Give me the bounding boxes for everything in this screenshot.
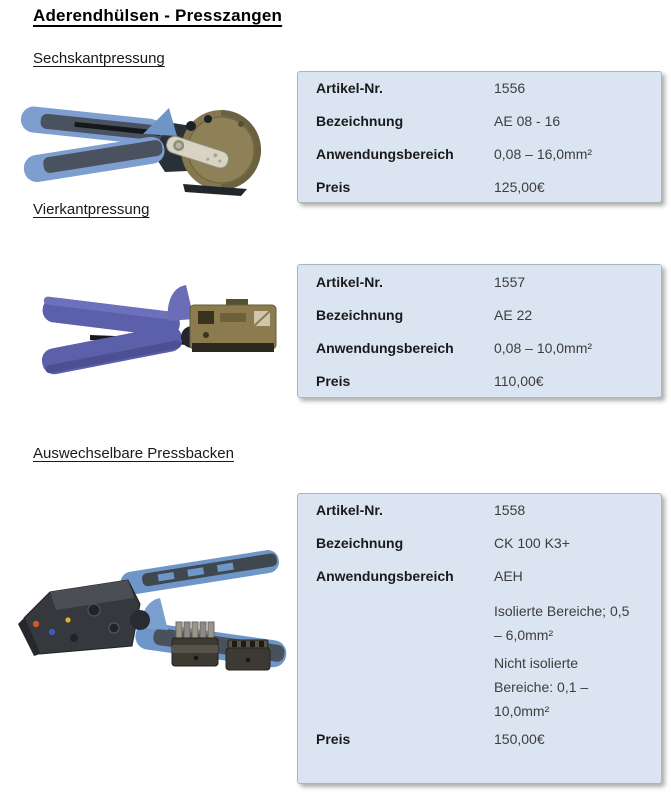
row-value: 1556 xyxy=(494,80,526,96)
ratchet-crimper-illustration xyxy=(10,548,292,700)
row-label: Anwendungsbereich xyxy=(316,146,454,162)
row-value: Nicht isolierte Bereiche: 0,1 – 10,0mm² xyxy=(494,655,589,719)
row-label: Artikel-Nr. xyxy=(316,80,383,96)
row-label: Bezeichnung xyxy=(316,307,404,323)
row-label: Preis xyxy=(316,179,351,195)
square-crimper-illustration xyxy=(20,275,280,397)
row-value: CK 100 K3+ xyxy=(494,535,570,551)
table-row xyxy=(298,723,661,756)
row-value: 0,08 – 16,0mm² xyxy=(494,146,593,162)
hex-crimper-photo xyxy=(15,92,275,204)
row-label: Bezeichnung xyxy=(316,113,404,129)
row-value: AE 08 - 16 xyxy=(494,113,561,129)
section-heading-sechskantpressung: Sechskantpressung xyxy=(33,50,165,67)
table-row xyxy=(298,651,661,723)
table-row xyxy=(298,299,661,332)
jaw-insert-left xyxy=(172,622,218,666)
row-value: Isolierte Bereiche; 0,5 – 6,0mm² xyxy=(494,603,630,643)
product-table-1557 xyxy=(297,264,662,398)
jaw-insert-right xyxy=(226,640,270,670)
row-value: 1558 xyxy=(494,502,526,518)
row-label: Artikel-Nr. xyxy=(316,502,383,518)
row-value: 125,00€ xyxy=(494,179,545,195)
table-row xyxy=(298,365,661,398)
row-label: Artikel-Nr. xyxy=(316,274,383,290)
table-row xyxy=(298,599,661,647)
row-value: 110,00€ xyxy=(494,373,544,389)
row-value: AE 22 xyxy=(494,307,533,323)
hex-crimper-illustration xyxy=(15,92,275,204)
table-row xyxy=(298,527,661,560)
row-label: Anwendungsbereich xyxy=(316,568,454,584)
row-value: AEH xyxy=(494,568,523,584)
product-table-1558 xyxy=(297,493,662,784)
row-label: Preis xyxy=(316,373,351,389)
section-heading-auswechselbare-pressbacken: Auswechselbare Pressbacken xyxy=(33,445,234,462)
row-value: 1557 xyxy=(494,274,526,290)
table-row xyxy=(298,138,661,171)
table-row xyxy=(298,332,661,365)
section-heading-vierkantpressung: Vierkantpressung xyxy=(33,201,150,218)
row-label: Bezeichnung xyxy=(316,535,404,551)
ratchet-crimper-with-jaws-photo xyxy=(10,548,292,700)
product-table-1556 xyxy=(297,71,662,203)
table-row xyxy=(298,266,661,299)
page-title: Aderendhülsen - Presszangen xyxy=(33,6,283,25)
table-row xyxy=(298,560,661,593)
table-row xyxy=(298,171,661,204)
table-row xyxy=(298,105,661,138)
row-value: 150,00€ xyxy=(494,731,545,747)
table-row xyxy=(298,494,661,527)
square-crimper-photo xyxy=(20,275,280,397)
table-row xyxy=(298,72,661,105)
row-value: 0,08 – 10,0mm² xyxy=(494,340,593,356)
row-label: Anwendungsbereich xyxy=(316,340,454,356)
row-label: Preis xyxy=(316,731,351,747)
